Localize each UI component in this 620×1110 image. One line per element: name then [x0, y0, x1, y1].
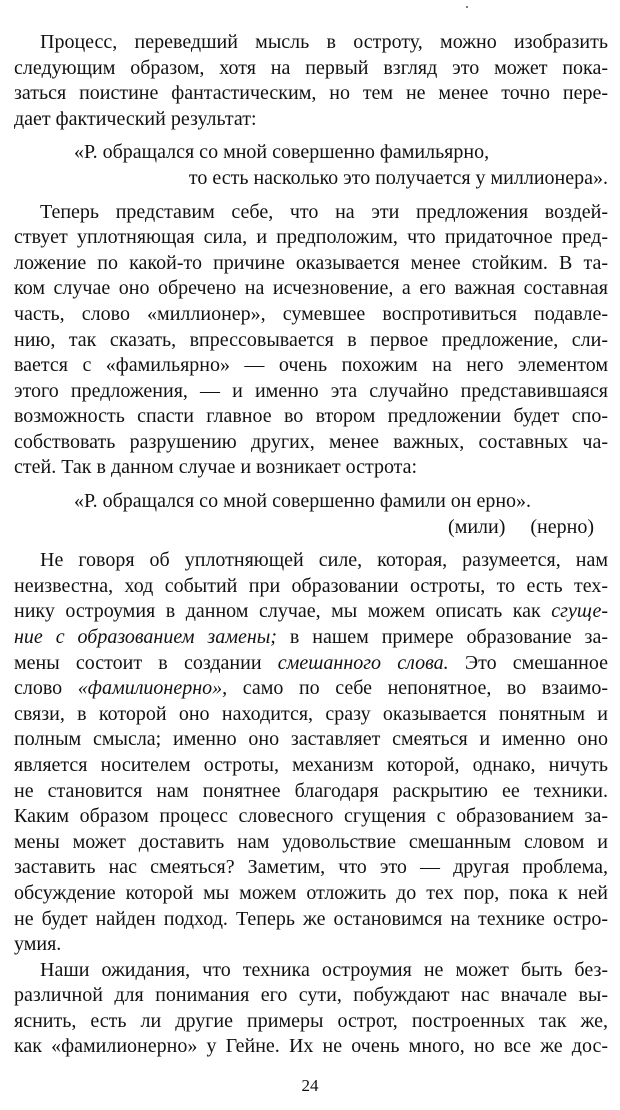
- text-line: [14, 625, 608, 651]
- scan-speck: [466, 6, 468, 8]
- page-number: 24: [301, 1076, 319, 1095]
- text-run: слово: [14, 677, 63, 700]
- text-line: Теперь представим себе, что на эти предложения воздей-: [40, 200, 608, 223]
- quote-line: то есть насколько это получается у миллионера».: [188, 166, 608, 189]
- text-line: различной для понимания его сути, побуждают нас вначале вы-: [14, 984, 608, 1007]
- italic-term: «фамилионерно»,: [77, 677, 228, 700]
- text-run: Это смешанное: [464, 651, 609, 674]
- text-line: не будет найден подход. Теперь же остановимся на технике остро-: [14, 907, 608, 930]
- text-line: следующим образом, хотя на первый взгляд это может пока-: [14, 56, 608, 79]
- text-line: обсуждение которой мы можем отложить до тех пор, пока к ней: [14, 881, 608, 904]
- text-line: заставить нас смеяться? Заметим, что это — другая проблема,: [14, 856, 608, 879]
- text-line: Процесс, переведший мысль в остроту, можно изобразить: [40, 31, 608, 53]
- text-line: [14, 676, 608, 702]
- quote-annotation: (мили) (нерно): [448, 515, 594, 538]
- text-line: яснить, есть ли другие примеры острот, построенных так же,: [14, 1009, 608, 1032]
- text-line: часть, слово «миллионер», сумевшее воспротивиться подавле-: [14, 302, 608, 325]
- text-line: стей. Так в данном случае и возникает острота:: [14, 456, 418, 479]
- text-line: вается с «фамильярно» — очень похожим на него элементом: [14, 354, 608, 377]
- italic-term: сгуще-: [551, 600, 608, 623]
- text-line: собствовать разрушению других, менее важных, составных ча-: [14, 430, 608, 453]
- text-line: Наши ожидания, что техника остроумия не может быть без-: [40, 958, 608, 981]
- text-line: ствует уплотняющая сила, и предположим, что придаточное пред-: [14, 226, 608, 249]
- text-line: Не говоря об уплотняющей силе, которая, разумеется, нам: [40, 549, 608, 572]
- text-run: мены состоит в создании: [14, 651, 262, 674]
- text-line: этого предложения, — и именно эта случайно представившаяся: [14, 379, 608, 402]
- italic-term: ние с образованием замены;: [14, 626, 277, 648]
- text-line: [14, 651, 608, 677]
- text-line: как «фамилионерно» у Гейне. Их не очень много, но все же дос-: [14, 1035, 608, 1058]
- text-line: полным смысла; именно оно заставляет смеяться и именно оно: [14, 728, 608, 751]
- text-line: не становится нам понятнее благодаря раскрытию ее техники.: [14, 779, 608, 802]
- text-line: умия.: [14, 933, 62, 956]
- text-run: в нашем примере образование за-: [289, 626, 608, 648]
- quote-line: «Р. обращался со мной совершенно фамильярно,: [74, 141, 490, 164]
- italic-term: смешанного слова.: [277, 651, 449, 674]
- text-line: Каким образом процесс словесного сгущения с образованием за-: [14, 805, 608, 828]
- text-line: неизвестна, ход событий при образовании остроты, то есть тех-: [14, 574, 608, 597]
- text-line: возможность спасти главное во втором предложении будет спо-: [14, 405, 608, 428]
- text-line: нию, так сказать, впрессовывается в первое предложение, сли-: [14, 328, 608, 351]
- text-line: дает фактический результат:: [14, 107, 257, 130]
- text-line: является носителем остроты, механизм которой, однако, ничуть: [14, 753, 608, 776]
- text-run: само по себе непонятное, во взаимо-: [242, 677, 609, 700]
- text-line: [14, 599, 608, 625]
- text-line: заться поистине фантастическим, но тем не менее точно пере-: [14, 82, 608, 105]
- text-line: связи, в которой оно находится, сразу оказывается понятным и: [14, 702, 608, 725]
- text-run: нику остроумия в данном случае, мы можем описать как: [14, 600, 541, 623]
- text-line: мены может доставить нам удовольствие смешанным словом и: [14, 830, 608, 853]
- text-line: ложение по какой-то причине оказывается менее стойким. В та-: [14, 251, 608, 274]
- text-line: ком случае оно обречено на исчезновение, а его важная составная: [14, 277, 608, 300]
- quote-line: «Р. обращался со мной совершенно фамили он ерно».: [74, 490, 532, 512]
